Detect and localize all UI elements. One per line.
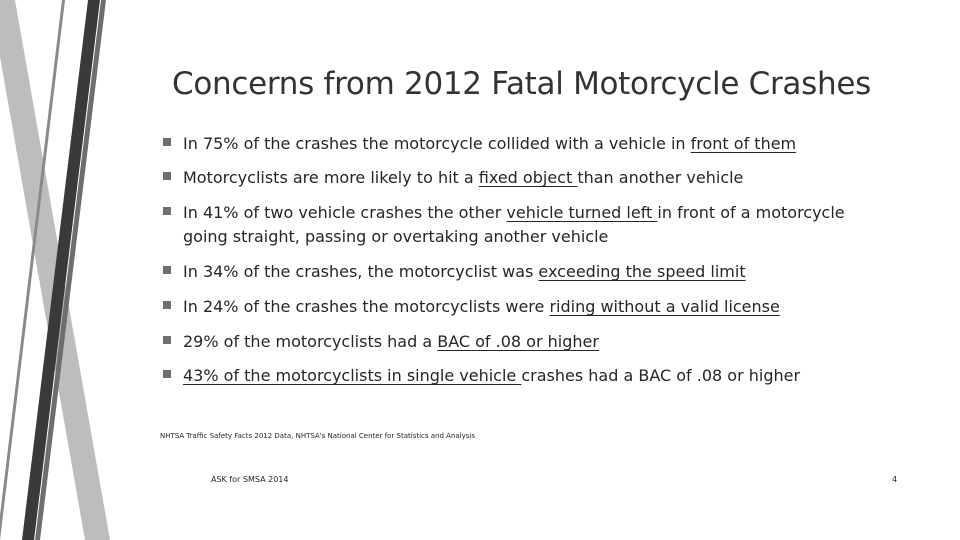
- bullet-item: [160, 295, 890, 319]
- bullet-text: [183, 330, 890, 354]
- bullet-text-underlined: vehicle turned left: [506, 203, 658, 222]
- bullet-text-underlined: fixed object: [478, 168, 578, 187]
- bullet-square-icon: [163, 336, 171, 344]
- bullet-text-underlined: 43% of the motorcyclists in single vehicle: [183, 366, 522, 385]
- bullet-text-plain: crashes had a BAC of .08 or higher: [521, 366, 801, 385]
- bullet-text: [183, 166, 890, 190]
- bullet-item: [160, 330, 890, 354]
- bullet-text: [183, 132, 890, 156]
- source-citation: NHTSA Traffic Safety Facts 2012 Data, NHTSA's National Center for Statistics and Analysis: [160, 432, 475, 440]
- page-number: 4: [892, 475, 898, 484]
- slide-title: Concerns from 2012 Fatal Motorcycle Crashes: [172, 66, 871, 102]
- bullet-text-underlined: exceeding the speed limit: [538, 262, 746, 281]
- bullet-text-underlined: riding without a valid license: [549, 297, 780, 316]
- decorative-stripes: [0, 0, 130, 540]
- bullet-text-plain: In 34% of the crashes, the motorcyclist was: [183, 262, 539, 281]
- bullet-text: [183, 295, 890, 319]
- bullet-item: [160, 201, 890, 249]
- bullet-text-plain: In 75% of the crashes the motorcycle collided with a vehicle in: [183, 134, 691, 153]
- bullet-item: [160, 132, 890, 156]
- bullet-text: [183, 201, 890, 249]
- footer-text: ASK for SMSA 2014: [211, 475, 289, 484]
- bullet-square-icon: [163, 138, 171, 146]
- bullet-text-plain: in front of a motorcycle going straight, passing or overtaking another vehicle: [183, 203, 845, 246]
- bullet-item: [160, 364, 890, 388]
- bullet-text: [183, 364, 890, 388]
- bullet-item: [160, 166, 890, 190]
- bullet-text-plain: than another vehicle: [577, 168, 744, 187]
- bullet-text-plain: Motorcyclists are more likely to hit a: [183, 168, 479, 187]
- bullet-text-plain: In 41% of two vehicle crashes the other: [183, 203, 507, 222]
- bullet-text: [183, 260, 890, 284]
- bullet-text-plain: 29% of the motorcyclists had a: [183, 332, 438, 351]
- bullet-square-icon: [163, 370, 171, 378]
- bullet-item: [160, 260, 890, 284]
- bullet-square-icon: [163, 207, 171, 215]
- bullet-text-plain: In 24% of the crashes the motorcyclists were: [183, 297, 550, 316]
- bullet-square-icon: [163, 266, 171, 274]
- bullet-text-underlined: front of them: [690, 134, 797, 153]
- bullet-square-icon: [163, 301, 171, 309]
- bullet-text-underlined: BAC of .08 or higher: [437, 332, 599, 351]
- bullet-square-icon: [163, 172, 171, 180]
